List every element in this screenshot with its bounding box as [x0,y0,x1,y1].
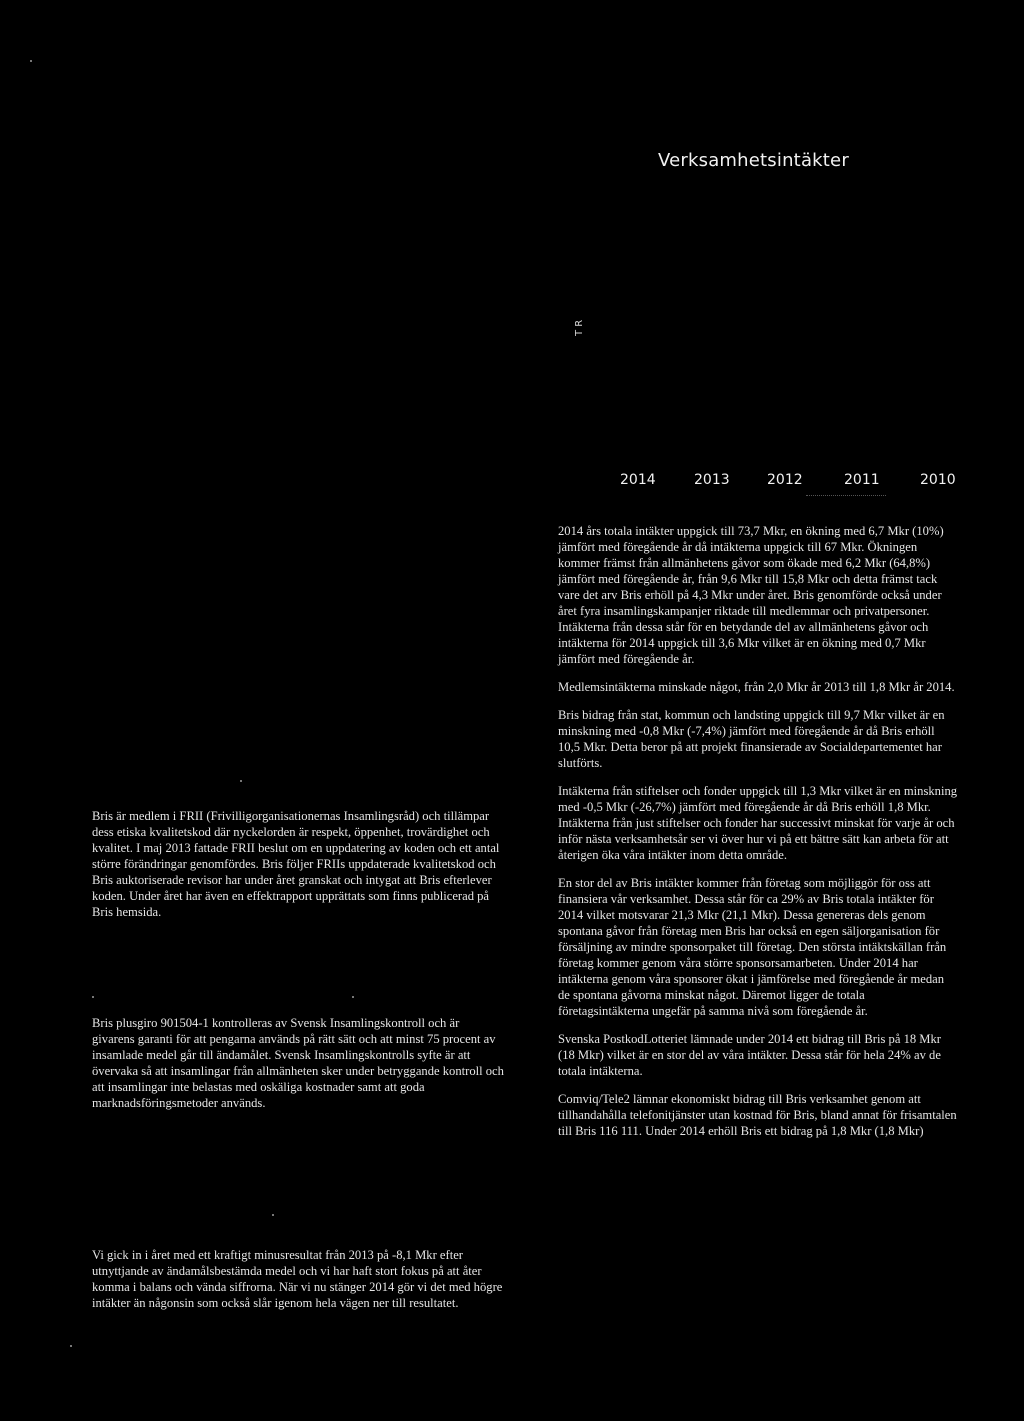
year-label-2013: 2013 [694,472,730,488]
paragraph-foundations: Intäkterna från stiftelser och fonder uppgick till 1,3 Mkr vilket är en minskning med -0,5 Mkr (-26,7%) jämfört med föregående år då Bris erhöll 1,8 Mkr. Intäkterna från just stiftelser och fonder har successivt minskat för varje år och inför nästa verksamhetsår ser vi över hur vi på ett bättre sätt kan arbeta för att återigen öka våra intäkter inom detta område. [558,784,958,862]
paragraph-plusgiro: Bris plusgiro 901504-1 kontrolleras av Svensk Insamlingskontroll och är givarens garanti för att pengarna används på rätt sätt och att minst 75 procent av insamlade medel går till ändamålet. Svensk Insamlingskontrolls syfte är att övervaka så att insamlingar från allmänheten sker under betryggande kontroll och att insamlingar inte belastas med oskäliga kostnader samt att goda marknadsföringsmetoder används. [92,1016,504,1110]
scan-dot [240,780,242,782]
paragraph-total-revenue: 2014 års totala intäkter uppgick till 73,7 Mkr, en ökning med 6,7 Mkr (10%) jämfört med föregående år då intäkterna uppgick till 67 Mkr. Ökningen kommer främst från allmänhetens gåvor som ökade med 6,2 Mkr (64,8%) jämfört med föregående år, från 9,6 Mkr till 15,8 Mkr och detta främst tack vare det arv Bris erhöll på 4,3 Mkr under året. Bris genomförde också under året fyra insamlingskampanjer riktade till medlemmar och privatpersoner. Intäkterna från dessa står för en betydande del av allmänhetens gåvor och intäkterna för 2014 uppgick till 3,6 Mkr vilket är en ökning med 0,7 Mkr jämfört med föregående år. [558,524,944,666]
scan-dot [272,1214,274,1216]
plusgiro-section [92,1015,504,1123]
paragraph-comviq-tele2: Comviq/Tele2 lämnar ekonomiskt bidrag till Bris verksamhet genom att tillhandahålla telefonitjänster utan kostnad för Bris, bland annat för frisamtalen till Bris 116 111. Under 2014 erhöll Bris ett bidrag på 1,8 Mkr (1,8 Mkr) [558,1092,957,1138]
scan-dot [352,996,354,998]
year-label-2011: 2011 [844,472,880,488]
scan-dot [92,996,94,998]
year-label-2014: 2014 [620,472,656,488]
year-axis [600,472,960,492]
year-label-2010: 2010 [920,472,956,488]
frii-section [92,808,504,932]
revenue-text-column [558,523,958,1151]
scan-dot [30,60,32,62]
chart-title: Verksamhetsintäkter [658,150,849,171]
paragraph-state-grants: Bris bidrag från stat, kommun och landsting uppgick till 9,7 Mkr vilket är en minskning med -0,8 Mkr (-7,4%) jämfört med föregående år då Bris erhöll 10,5 Mkr. Detta beror på att projekt finansierade av Socialdepartementet har slutförts. [558,708,945,770]
paragraph-result: Vi gick in i året med ett kraftigt minusresultat från 2013 på -8,1 Mkr efter utnyttjande av ändamålsbestämda medel och vi har haft stort fokus på att åter komma i balans och vända siffrorna. När vi nu stänger 2014 gör vi det med högre intäkter än någonsin som också slår igenom hela vägen ner till resultatet. [92,1248,503,1310]
paragraph-companies: En stor del av Bris intäkter kommer från företag som möjliggör för oss att finansiera vår verksamhet. Dessa står för ca 29% av Bris totala intäkter för 2014 vilket motsvarar 21,3 Mkr (21,1 Mkr). Dessa genereras dels genom spontana gåvor från företag men Bris har också en egen säljorganisation för försäljning av mindre sponsorpaket till företag. Den största intäktskällan från företag kommer genom våra större sponsorsamarbeten. Under 2014 har intäkterna genom våra sponsorer ökat i jämförelse med föregående år medan de spontana gåvorna minskat något. Däremot ligger de totala företagsintäkterna ungefär på samma nivå som föregående år. [558,876,947,1018]
paragraph-postkodlotteriet: Svenska PostkodLotteriet lämnade under 2014 ett bidrag till Bris på 18 Mkr (18 Mkr) vilket är en stor del av våra intäkter. Dessa står för hela 24% av de totala intäkterna. [558,1032,941,1078]
paragraph-frii: Bris är medlem i FRII (Frivilligorganisationernas Insamlingsråd) och tillämpar dess etiska kvalitetskod där nyckelorden är respekt, öppenhet, trovärdighet och kvalitet. I maj 2013 fattade FRII beslut om en uppdatering av koden och ett antal större förändringar genomfördes. Bris följer FRIIs uppdaterade kvalitetskod och Bris auktoriserade revisor har under året granskat och intygat att Bris efterlever koden. Under året har även en effektrapport upprättats som finns publicerad på Bris hemsida. [92,809,500,919]
scan-dot [70,1345,72,1347]
axis-stub-label: T R [574,319,585,336]
result-section [92,1247,504,1323]
year-label-2012: 2012 [767,472,803,488]
paragraph-membership: Medlemsintäkterna minskade något, från 2,0 Mkr år 2013 till 1,8 Mkr år 2014. [558,680,955,694]
scan-noise [806,495,886,498]
